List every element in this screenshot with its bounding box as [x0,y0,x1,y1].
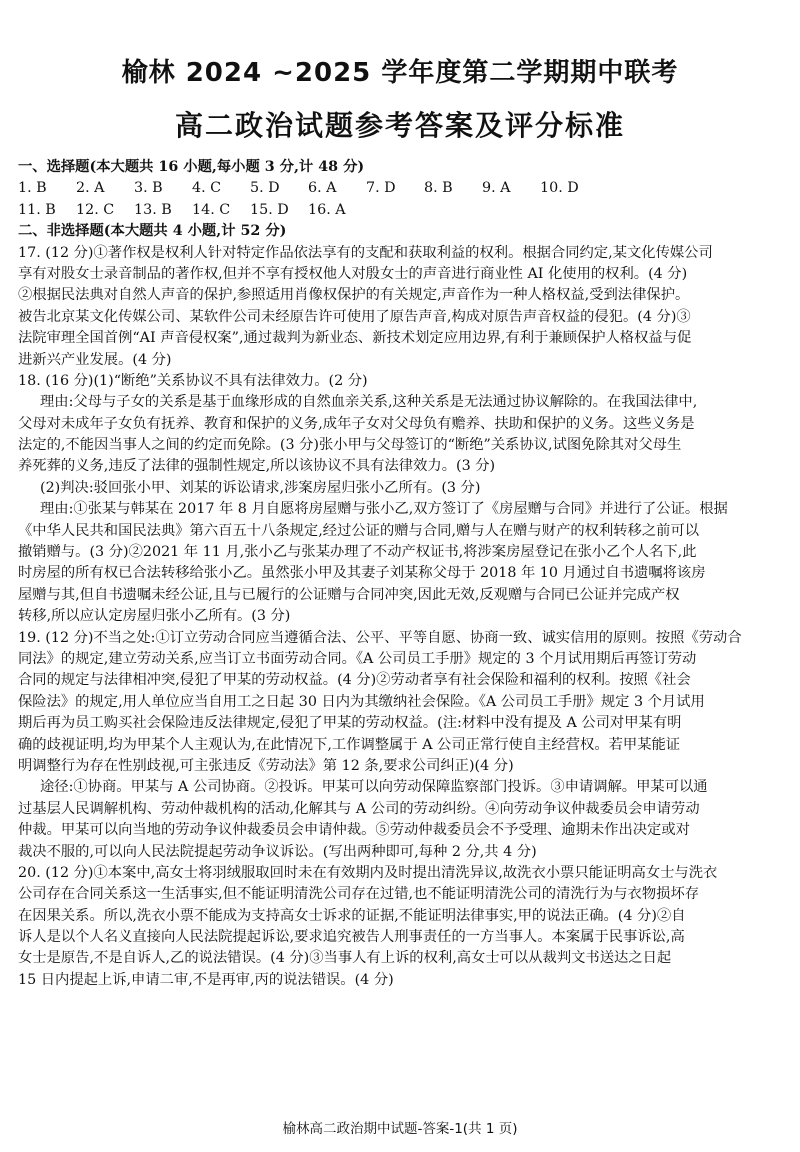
text-line: 诉人是以个人名义直接向人民法院提起诉讼,要求追究被告人刑事责任的一方当事人。本案属于民事诉讼,高 [18,929,685,946]
answer-item: 11. B [18,201,56,218]
text-line: 期后再为员工购买社会保险违反法律规定,侵犯了甲某的劳动权益。(注:材料中没有提及 A 公司对甲某有明 [18,715,682,732]
answer-item: 12. C [76,201,115,218]
text-line: 养死葬的义务,违反了法律的强制性规定,所以该协议不具有法律效力。(3 分) [18,458,496,475]
text-line: 仲裁。甲某可以向当地的劳动争议仲裁委员会申请仲裁。⑤劳动仲裁委员会不予受理、逾期未作出决定或对 [18,822,690,839]
text-line: 15 日内提起上诉,申请二审,不是再审,丙的说法错误。(4 分) [18,971,394,988]
text-line: 保险法》的规定,用人单位应当自用工之日起 30 日内为其缴纳社会保险。《A 公司员工手册》规定 3 个月试用 [18,693,705,710]
answer-item: 7. D [366,180,396,197]
text-line: 18. (16 分)(1)“断绝”关系协议不具有法律效力。(2 分) [18,372,368,389]
answer-item: 10. D [540,180,579,197]
answer-item: 9. A [482,180,511,197]
text-line: 时房屋的所有权已合法转移给张小乙。虽然张小甲及其妻子刘某称父母于 2018 年 10 月通过自书遗嘱将该房 [18,565,706,582]
text-line: 明调整行为存在性别歧视,可主张违反《劳动法》第 12 条,要求公司纠正)(4 分) [18,757,514,774]
text-line: 法定的,不能因当事人之间的约定而免除。(3 分)张小甲与父母签订的“断绝”关系协议,试图免除其对父母生 [18,437,682,454]
text-line: 父母对未成年子女负有抚养、教育和保护的义务,成年子女对父母负有赡养、扶助和保护的义务。这些义务是 [18,415,695,432]
page-title: 榆林 2024 ~2025 学年度第二学期期中联考 [121,58,679,88]
text-line: 合同的规定与法律相冲突,侵犯了甲某的劳动权益。(4 分)②劳动者享有社会保险和福利的权利。按照《社会 [18,672,691,689]
text-line: 转移,所以应认定房屋归张小乙所有。(3 分) [18,608,291,625]
answer-row-2 [18,200,784,221]
answer-item: 13. B [134,201,172,218]
text-line: 理由:①张某与韩某在 2017 年 8 月自愿将房屋赠与张小乙,双方签订了《房屋赠与合同》并进行了公证。根据 [40,501,728,518]
text-line: 享有对股女士录音制品的著作权,但并不享有授权他人对殷女士的声音进行商业性 AI 化使用的权利。(4 分) [18,265,688,282]
text-line: 法院审理全国首例“AI 声音侵权案”,通过裁判为新业态、新技术划定应用边界,有利于兼顾保护人格权益与促 [18,330,692,347]
answer-item: 1. B [18,180,47,197]
text-line: 在因果关系。所以,洗衣小票不能成为支持高女士诉求的证据,不能证明法律事实,甲的说法正确。(4 分)②自 [18,907,686,924]
page-subtitle: 高二政治试题参考答案及评分标准 [174,109,625,142]
text-line: 屋赠与其,但自书遗嘱未经公证,且与已履行的公证赠与合同冲突,因此无效,反观赠与合同已公证并完成产权 [18,586,680,603]
text-line: 20. (12 分)①本案中,高女士将羽绒服取回时未在有效期内及时提出清洗异议,故洗衣小票只能证明高女士与洗衣 [18,864,718,881]
text-line: 确的歧视证明,均为甲某个人主观认为,在此情况下,工作调整属于 A 公司正常行使自主经营权。若甲某能证 [18,736,681,753]
text-line: 17. (12 分)①著作权是权利人针对特定作品依法享有的支配和获取利益的权利。根据合同约定,某文化传媒公司 [18,244,713,261]
text-line: 进新兴产业发展。(4 分) [18,351,172,368]
section-1-heading: 一、选择题(本大题共 16 小题,每小题 3 分,计 48 分) [18,159,365,175]
answer-item: 14. C [192,201,231,218]
answer-item: 15. D [250,201,289,218]
answer-item: 4. C [192,180,222,197]
text-line: 女士是原告,不是自诉人,乙的说法错误。(4 分)③当事人有上诉的权利,高女士可以从裁判文书送达之日起 [18,950,672,967]
answer-item: 8. B [424,180,453,197]
text-line: 裁决不服的,可以向人民法院提起劳动争议诉讼。(写出两种即可,每种 2 分,共 4 分) [18,843,537,860]
text-line: 过基层人民调解机构、劳动仲裁机构的活动,化解其与 A 公司的劳动纠纷。④向劳动争议仲裁委员会申请劳动 [18,800,700,817]
answer-item: 3. B [134,180,163,197]
text-line: (2)判决:驳回张小甲、刘某的诉讼请求,涉案房屋归张小乙所有。(3 分) [40,479,481,496]
answer-item: 6. A [308,180,337,197]
text-line: 被告北京某文化传媒公司、某软件公司未经原告许可使用了原告声音,构成对原告声音权益的侵犯。(4 分)③ [18,308,691,325]
text-line: 19. (12 分)不当之处:①订立劳动合同应当遵循合法、公平、平等自愿、协商一致、诚实信用的原则。按照《劳动合 [18,629,742,646]
answer-item: 16. A [308,201,346,218]
document-body [18,157,784,991]
answer-row-1 [18,178,784,199]
answer-item: 5. D [250,180,280,197]
answer-item: 2. A [76,180,105,197]
text-line: 同法》的规定,建立劳动关系,应当订立书面劳动合同。《A 公司员工手册》规定的 3 个月试用期后再签订劳动 [18,650,697,667]
text-line: 理由:父母与子女的关系是基于血缘形成的自然血亲关系,这种关系是无法通过协议解除的。在我国法律中, [40,394,698,411]
text-line: 《中华人民共和国民法典》第六百五十八条规定,经过公证的赠与合同,赠与人在赠与财产的权利转移之前可以 [18,522,700,539]
text-line: ②根据民法典对自然人声音的保护,参照适用肖像权保护的有关规定,声音作为一种人格权益,受到法律保护。 [18,287,690,304]
section-2-heading: 二、非选择题(本大题共 4 小题,计 52 分) [18,223,287,240]
text-line: 途径:①协商。甲某与 A 公司协商。②投诉。甲某可以向劳动保障监察部门投诉。③申请调解。甲某可以通 [40,779,708,796]
page-footer: 榆林高二政治期中试题-答案-1(共 1 页) [282,1121,518,1137]
text-line: 撤销赠与。(3 分)②2021 年 11 月,张小乙与张某办理了不动产权证书,将涉案房屋登记在张小乙个人名下,此 [18,544,697,561]
text-line: 公司存在合同关系这一生活事实,但不能证明清洗公司存在过错,也不能证明清洗公司的清洗行为与衣物损坏存 [18,886,700,903]
